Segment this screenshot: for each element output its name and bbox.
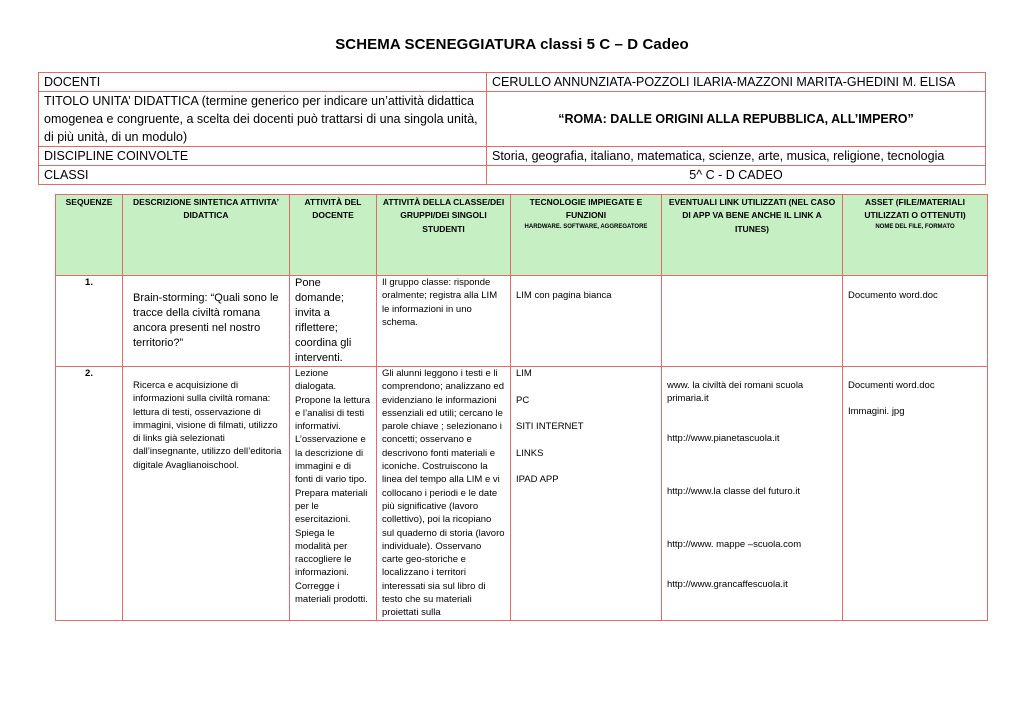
link-item: http://www.grancaffescuola.it <box>667 579 788 591</box>
discipline-value: Storia, geografia, italiano, matematica, scienze, arte, musica, religione, tecnologia <box>487 147 986 166</box>
discipline-label: DISCIPLINE COINVOLTE <box>39 147 487 166</box>
row-links <box>662 276 843 367</box>
row-attivita-docente: Pone domande; invita a riflettere; coordina gli interventi. <box>290 276 377 367</box>
table-row <box>56 276 988 367</box>
row-attivita-classe: Il gruppo classe: risponde oralmente; registra alla LIM le informazioni in uno schema. <box>377 276 511 367</box>
col-link-label: EVENTUALI LINK UTILIZZATI (NEL CASO DI APP VA BENE ANCHE IL LINK A ITUNES) <box>668 197 836 234</box>
row-attivita-docente: Lezione dialogata. Propone la lettura e l’analisi di testi informativi. L’osservazione e la descrizione di immagini e di fonti di vario tipo. Prepara materiali per le esercitazioni. Spiega le modalità per raccogliere le informazioni. Corregge i materiali prodotti. <box>290 367 377 621</box>
header-row-titolo <box>39 92 986 147</box>
col-descrizione-label: DESCRIZIONE SINTETICA ATTIVITA’ DIDATTICA <box>133 197 279 221</box>
table-row <box>56 367 988 621</box>
col-asset-label: ASSET (FILE/MATERIALI UTILIZZATI O OTTENUTI) <box>864 197 966 221</box>
row-asset <box>843 367 988 621</box>
row-asset <box>843 276 988 367</box>
tech-item: SITI INTERNET <box>516 421 584 433</box>
titolo-label: TITOLO UNITA’ DIDATTICA (termine generico per indicare un’attività didattica omogenea e congruente, a scelta dei docenti può trattarsi di una singola unità, di più unità, di un modulo) <box>39 92 487 147</box>
header-row-docenti <box>39 73 986 92</box>
tech-item: LIM <box>516 368 532 379</box>
col-attivita-docente <box>290 195 377 276</box>
tech-item: IPAD APP <box>516 474 559 486</box>
row-number: 2. <box>56 367 123 621</box>
column-header-row <box>56 195 988 276</box>
docenti-value: CERULLO ANNUNZIATA-POZZOLI ILARIA-MAZZONI MARITA-GHEDINI M. ELISA <box>487 73 986 92</box>
row-number: 1. <box>56 276 123 367</box>
asset-item: Immagini. jpg <box>848 406 905 418</box>
tech-item: LIM con pagina bianca <box>516 290 612 301</box>
asset-item: Documenti word.doc <box>848 380 935 391</box>
docenti-label: DOCENTI <box>39 73 487 92</box>
col-descrizione <box>123 195 290 276</box>
link-item: http://www.la classe del futuro.it <box>667 485 801 497</box>
col-tecnologie <box>511 195 662 276</box>
row-attivita-classe: Gli alunni leggono i testi e li comprendono; analizzano ed evidenziano le informazioni essenziali ed utili; cercano le parole chiave ; selezionano i concetti; osservano e descrivono fonti materiali e iconiche. Costruiscono la linea del tempo alla LIM e vi collocano i periodi e le date più significative (lavoro collettivo), poi la ricopiano sul quaderno di storia (lavoro individuale). Osservano carte geo-storiche e localizzano i territori interessati sia sul libro di testo che su materiali proiettati sulla <box>377 367 511 621</box>
row-tecnologie <box>511 367 662 621</box>
classi-label: CLASSI <box>39 166 487 185</box>
row-descrizione: Brain-storming: “Quali sono le tracce della civiltà romana ancora presenti nel nostro territorio?” <box>123 276 290 367</box>
col-asset-note: NOME DEL FILE, FORMATO <box>875 223 955 230</box>
link-item: http://www. mappe –scuola.com <box>667 539 802 551</box>
header-table <box>38 72 986 185</box>
row-tecnologie <box>511 276 662 367</box>
link-item: www. la civiltà dei romani scuola primaria.it <box>667 380 804 405</box>
link-item: http://www.pianetascuola.it <box>667 432 780 444</box>
tech-item: LINKS <box>516 447 544 459</box>
header-row-classi <box>39 166 986 185</box>
row-links <box>662 367 843 621</box>
sequence-table <box>55 194 988 621</box>
row-descrizione: Ricerca e acquisizione di informazioni sulla civiltà romana: lettura di testi, osservazione di immagini, visione di filmati, utilizzo di links già selezionati dall’insegnante, utilizzo dell’editoria digitale Avaglianoischool. <box>123 367 290 621</box>
page-title: SCHEMA SCENEGGIATURA classi 5 C – D Cadeo <box>335 36 689 53</box>
col-asset <box>843 195 988 276</box>
col-sequenze-label: SEQUENZE <box>65 197 113 207</box>
titolo-value: “ROMA: DALLE ORIGINI ALLA REPUBBLICA, ALL’IMPERO” <box>487 92 986 147</box>
header-row-discipline <box>39 147 986 166</box>
col-sequenze <box>56 195 123 276</box>
classi-value: 5^ C - D CADEO <box>487 166 986 185</box>
col-tecnologie-note: HARDWARE. SOFTWARE, AGGREGATORE <box>524 223 648 230</box>
col-attivita-classe <box>377 195 511 276</box>
col-attivita-docente-label: ATTIVITÀ DEL DOCENTE <box>304 197 362 221</box>
col-attivita-classe-label: ATTIVITÀ DELLA CLASSE/DEI GRUPPI/DEI SINGOLI STUDENTI <box>382 197 505 234</box>
col-tecnologie-label: TECNOLOGIE IMPIEGATE E FUNZIONI <box>529 197 643 221</box>
col-link <box>662 195 843 276</box>
tech-item: PC <box>516 394 530 406</box>
asset-item: Documento word.doc <box>848 290 938 301</box>
